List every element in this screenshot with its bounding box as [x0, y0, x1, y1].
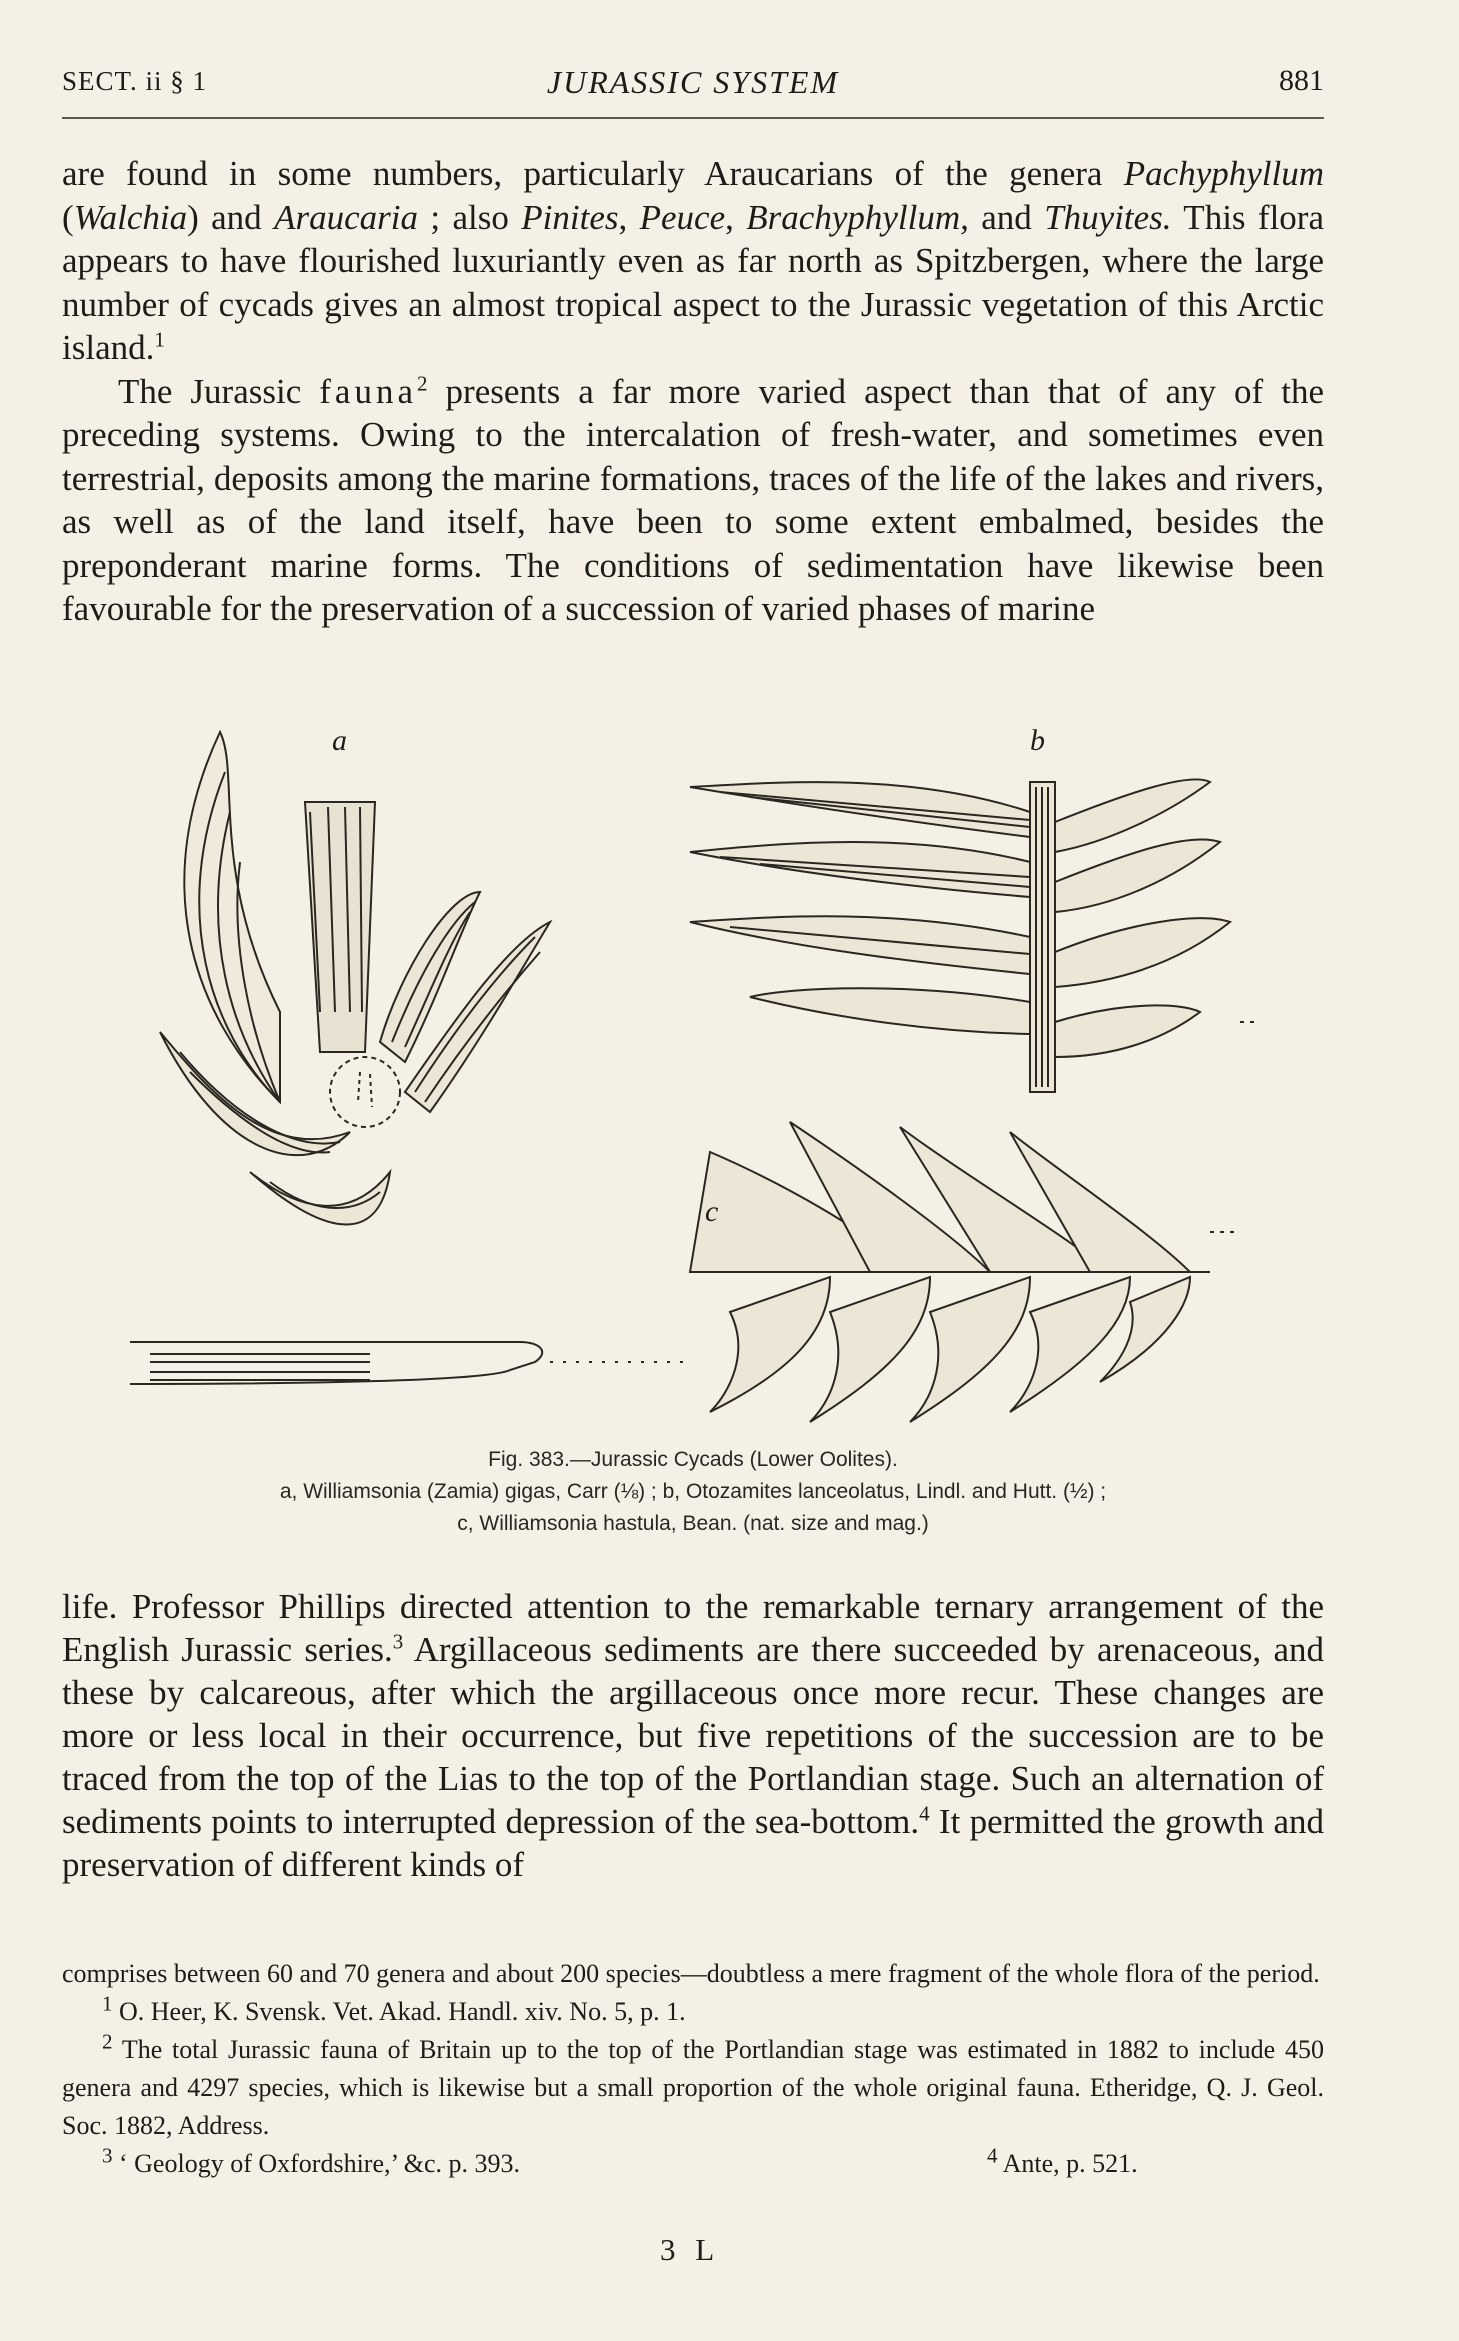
- body-text-lower: [62, 1585, 1324, 1886]
- paragraph-fauna: The Jurassic fauna$^2$ presents a far more varied aspect than that of any of the preceding systems. Owing to the intercalation of fresh-water, and sometimes even terrestrial, deposits among the marine formations, traces of the life of the lakes and rivers, as well as of the land itself, have been to some extent embalmed, besides the preponderant marine forms. The conditions of sedimentation have likewise been favourable for the preservation of a succession of varied phases of marine: [62, 370, 1324, 628]
- signature-mark: 3 L: [660, 2232, 721, 2267]
- footnote-ref: 3: [392, 1629, 404, 1654]
- paragraph-flora: are found in some numbers, particularly Araucarians of the genera Pachyphyllum (Walchia) and Araucaria ; also Pinites, Peuce, Brachyphyllum, and Thuyites. This flora appears to have flourished luxuriantly even as far north as Spitzbergen, where the large number of cycads gives an almost tropical aspect to the Jurassic vegetation of this Arctic island.$^1$: [62, 154, 1324, 367]
- footnote-carryover: comprises between 60 and 70 genera and about 200 species—doubtless a mere fragment of the whole flora of the period.: [62, 1959, 1320, 1988]
- running-head: [62, 58, 1324, 110]
- body-text-upper: [62, 152, 1324, 631]
- footnote-ref: 4: [919, 1801, 930, 1826]
- page-number: 881: [1279, 64, 1324, 97]
- caption-line: c, Williamsonia hastula, Bean. (nat. size and mag.): [457, 1512, 929, 1535]
- figure-label-a: a: [332, 724, 347, 757]
- genus-name: Araucaria: [274, 197, 418, 237]
- running-title: JURASSIC SYSTEM: [546, 64, 840, 100]
- section-number: SECT. ii § 1: [62, 66, 208, 96]
- figure-caption: [62, 1444, 1324, 1540]
- footnote-2: $^2$ The total Jurassic fauna of Britain up to the top of the Portlandian stage was estimated in 1882 to include 450 genera and 4297 species, which is likewise but a small proportion of the whole original fauna. Etheridge, Q. J. Geol. Soc. 1882, Address.: [62, 2029, 1324, 2140]
- genus-name: Pachyphyllum: [1123, 154, 1324, 193]
- caption-title: Fig. 383.—Jurassic Cycads (Lower Oolites).: [488, 1448, 898, 1471]
- genus-name: Pinites: [521, 197, 619, 237]
- specimen-c-drawing: [130, 1122, 1240, 1422]
- header-rule: [62, 117, 1324, 119]
- genus-name: Brachyphyllum,: [746, 197, 969, 237]
- cycad-illustration: [130, 712, 1290, 1442]
- figure-cycads: [130, 712, 1290, 1442]
- footnotes: [62, 1955, 1324, 2183]
- paragraph-ternary: life. Professor Phillips directed attention to the remarkable ternary arrangement of the English Jurassic series.$^3$ Argillaceous sediments are there succeeded by arenaceous, and these by calcareous, after which the argillaceous once more recur. These changes are more or less local in their occurrence, but five repetitions of the succession are to be traced from the top of the Lias to the top of the Portlandian stage. Such an alternation of sediments points to interrupted depression of the sea-bottom.$^4$ It permitted the growth and preservation of different kinds of: [62, 1587, 1325, 1884]
- genus-name: Walchia: [73, 197, 188, 237]
- genus-name: Peuce: [639, 197, 726, 237]
- genus-name: Thuyites.: [1044, 197, 1172, 237]
- footnote-ref: 1: [154, 327, 165, 352]
- footnote-ref: 2: [417, 370, 428, 395]
- footnote-3-4: $^3$ ‘ Geology of Oxfordshire,’ &c. p. 393. $^4$ Ante, p. 521.: [62, 2145, 1324, 2183]
- figure-label-b: b: [1030, 724, 1045, 757]
- figure-label-c: c: [705, 1195, 719, 1228]
- specimen-b-drawing: [690, 779, 1260, 1092]
- specimen-a-drawing: [160, 732, 550, 1225]
- footnote-1: $^1$ O. Heer, K. Svensk. Vet. Akad. Handl. xiv. No. 5, p. 1.: [102, 1991, 686, 2026]
- footnote-4: $^4$ Ante, p. 521.: [987, 2143, 1138, 2178]
- spaced-term: fauna: [319, 371, 418, 411]
- caption-line: a, Williamsonia (Zamia) gigas, Carr (⅛) ; b, Otozamites lanceolatus, Lindl. and Hutt. (½) ;: [279, 1480, 1107, 1503]
